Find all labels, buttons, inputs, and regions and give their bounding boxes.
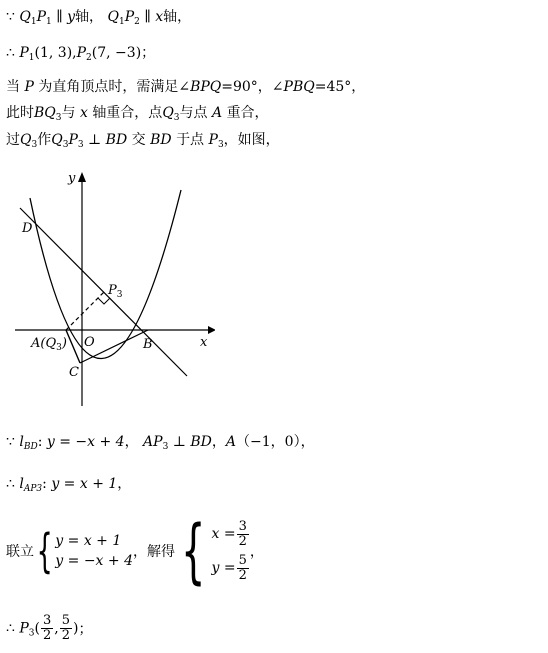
- axis-text-2: 轴，: [163, 9, 192, 25]
- fraction: [41, 614, 53, 643]
- x-eq: x =: [211, 526, 236, 542]
- q1-sub-2: 1: [118, 17, 125, 27]
- parabola-curve: [30, 190, 181, 359]
- bd-label: BD: [105, 132, 128, 148]
- q-sub: 3: [173, 113, 180, 123]
- line-9: [6, 614, 92, 643]
- y-axis-label: y: [68, 171, 76, 186]
- perp-symbol: ⊥: [88, 132, 102, 148]
- parabola-figure: [10, 168, 215, 413]
- point-b-label: B: [143, 337, 153, 352]
- p-var: P: [24, 79, 34, 95]
- line-3: [6, 78, 365, 96]
- therefore-symbol: ∴: [6, 476, 15, 492]
- point-a-label: $A(Q_3)$: [31, 336, 67, 353]
- numerator: 5: [238, 552, 247, 568]
- a-label: A: [225, 434, 237, 450]
- perp-symbol: ⊥: [172, 434, 186, 450]
- q1-label-2: Q: [107, 9, 119, 25]
- text-seg: =45°，: [314, 79, 366, 95]
- text-seg: 交: [131, 132, 146, 148]
- q-label: Q: [162, 105, 174, 121]
- l-sub: AP3: [23, 484, 43, 494]
- x-axis-label: x: [200, 335, 208, 350]
- comma: ，: [117, 476, 132, 492]
- point-d-label: D: [22, 221, 33, 236]
- numerator: 5: [61, 613, 71, 628]
- therefore-symbol: ∴: [6, 620, 15, 637]
- angle-bpq: BPQ: [190, 79, 222, 95]
- text-seg: 为直角顶点时，需满足∠: [38, 79, 191, 95]
- point-p3-label: $P_3$: [108, 283, 123, 300]
- bd-label: BD: [190, 434, 212, 450]
- text-seg: ，如图，: [223, 132, 280, 148]
- fraction: [237, 554, 249, 583]
- bd-label-2: BD: [150, 132, 172, 148]
- p2-coord: (7, −3): [91, 45, 142, 61]
- origin-label: O: [84, 335, 95, 350]
- left-brace-2: {: [181, 510, 206, 592]
- q-label-2: Q: [51, 132, 63, 148]
- line-1: [6, 8, 191, 31]
- p1-sub: 1: [46, 17, 52, 27]
- q1-label: Q: [19, 9, 31, 25]
- a-coord: （−1，0），: [236, 434, 315, 450]
- text-seg: 此时: [6, 105, 34, 121]
- p-sub: 3: [77, 140, 84, 150]
- q-label: Q: [20, 132, 32, 148]
- equation-ap3: y = x + 1: [51, 476, 118, 492]
- fraction: [60, 614, 72, 643]
- l-sub: BD: [23, 442, 38, 452]
- because-symbol: ∵: [6, 9, 15, 25]
- a-label: A: [211, 105, 223, 121]
- denominator: 2: [43, 628, 52, 643]
- text-seg: 于点: [176, 132, 205, 148]
- l-var: l: [19, 476, 24, 492]
- p2-label: P: [76, 45, 87, 61]
- text-seg: =90°，∠: [221, 79, 284, 95]
- bq-label: BQ: [34, 105, 56, 121]
- colon: :: [37, 434, 43, 450]
- text-seg: 轴重合，点: [92, 105, 163, 121]
- text-seg: ，解得: [133, 544, 175, 560]
- text-seg: 与: [61, 105, 76, 121]
- q1-sub: 1: [30, 17, 37, 27]
- solution-y: [212, 551, 250, 585]
- p2-sub: 2: [134, 17, 140, 27]
- y-axis-arrow: [78, 172, 86, 182]
- left-brace: {: [36, 524, 53, 578]
- ap-label: AP: [143, 434, 163, 450]
- y-var: y: [67, 9, 76, 25]
- solution: [212, 517, 250, 585]
- p1-label: P: [36, 9, 47, 25]
- p2-sub: 2: [86, 53, 92, 63]
- y-eq: y =: [211, 560, 236, 576]
- p3-sub: 3: [217, 140, 224, 150]
- angle-pbq: PBQ: [283, 79, 315, 95]
- comma: ,: [54, 620, 59, 637]
- l-var: l: [19, 434, 24, 450]
- system-eq2: y = −x + 4: [55, 553, 133, 569]
- text-seg: 当: [6, 79, 20, 95]
- line-6: [6, 433, 315, 456]
- text-seg: 与点: [179, 105, 208, 121]
- line-2: ∴ $P_1(1$, $3),P_2(7$, −3)；: [6, 45, 156, 63]
- numerator: 3: [43, 613, 52, 628]
- x-var: x: [79, 105, 88, 121]
- point-c-label: C: [69, 365, 79, 380]
- system-equations: [55, 531, 133, 571]
- fraction: [237, 520, 249, 549]
- colon: :: [42, 476, 47, 492]
- axis-text: 轴，: [75, 9, 104, 25]
- p2-label: P: [124, 9, 135, 25]
- text-seg: 作: [37, 132, 52, 148]
- denominator: 2: [238, 533, 247, 549]
- right-angle-mark: [98, 298, 110, 304]
- comma: ，: [124, 434, 139, 450]
- q-sub-2: 3: [62, 140, 69, 150]
- numerator: 3: [238, 518, 247, 534]
- q-sub: 3: [31, 140, 38, 150]
- text-seg: 联立: [6, 544, 34, 560]
- p1-sub: 1: [28, 53, 35, 63]
- bq-sub: 3: [55, 113, 62, 123]
- p-label: P: [68, 132, 78, 148]
- denominator: 2: [238, 567, 247, 583]
- ap-sub: 3: [162, 442, 169, 452]
- comma: ，: [211, 434, 226, 450]
- p3-sub: 3: [28, 628, 35, 639]
- x-axis-arrow: [208, 326, 215, 334]
- paren-open: (: [34, 620, 40, 637]
- solution-x: [212, 517, 250, 551]
- text-seg: 过: [6, 132, 20, 148]
- system-eq1: y = x + 1: [55, 533, 122, 549]
- p3-label: P: [19, 620, 29, 637]
- text-seg: 重合，: [226, 105, 269, 121]
- paren-close: ): [73, 620, 79, 637]
- line-4: [6, 104, 269, 127]
- semicolon: ；: [141, 45, 156, 61]
- semicolon: ；: [78, 621, 93, 638]
- denominator: 2: [61, 628, 71, 643]
- because-symbol: ∵: [6, 434, 15, 450]
- parallel-symbol-2: ∥: [144, 9, 151, 25]
- line-7: [6, 475, 131, 498]
- parallel-symbol: ∥: [56, 9, 63, 25]
- x-var: x: [155, 9, 164, 25]
- p3-label: P: [208, 132, 218, 148]
- line-8: [6, 510, 264, 592]
- therefore-symbol: ∴: [6, 45, 15, 61]
- p1-coord: (1, 3): [34, 45, 73, 61]
- comma: ，: [249, 544, 264, 560]
- equation-bd: y = −x + 4: [46, 434, 125, 450]
- p1-label: P: [19, 45, 29, 61]
- line-5: [6, 131, 280, 154]
